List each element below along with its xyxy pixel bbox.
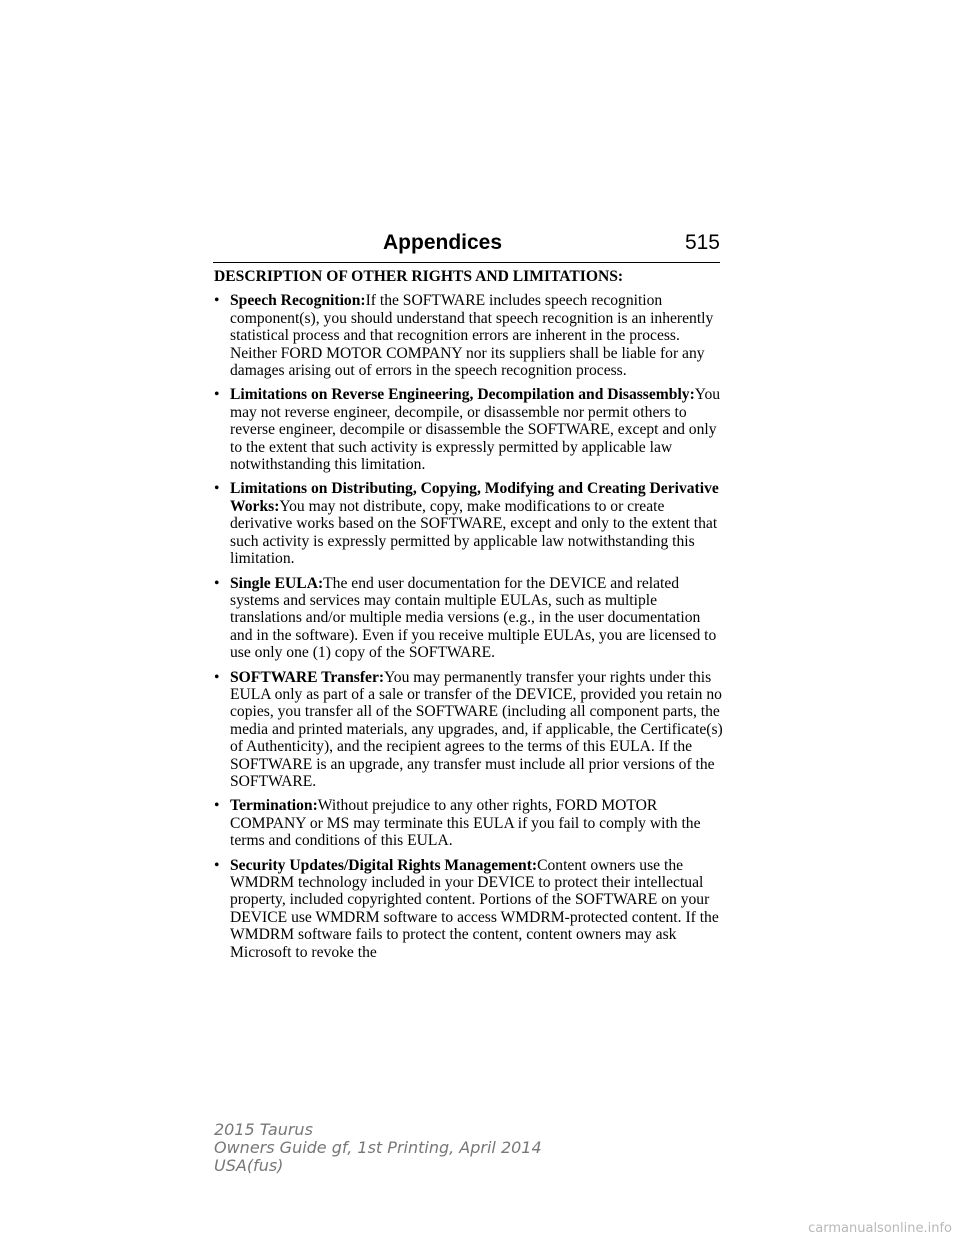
item-text: Content owners use the WMDRM technology included in your DEVICE to protect their intellectual property, included copyrighted content. Portions of the SOFTWARE on your DEVICE use WMDRM software to access WMDRM-protected content. If the WMDRM software fails to protect the content, content owners may ask Microsoft to revoke the: [230, 856, 719, 961]
footer-code: (fus): [246, 1156, 284, 1175]
page-footer: [214, 1121, 542, 1175]
list-item-security-updates: [214, 857, 724, 961]
item-text: If the SOFTWARE includes speech recognition component(s), you should understand that speech recognition is an inherently statistical process and that recognition errors are inherent in the process. Neither FORD MOTOR COMPANY nor its suppliers shall be liable for any damages arising out of errors in the speech recognition process.: [230, 292, 714, 380]
bullet-icon: •: [214, 386, 220, 404]
item-term: Termination:: [230, 797, 318, 815]
bullet-icon: •: [214, 574, 220, 592]
bullet-icon: •: [214, 480, 220, 498]
bullet-icon: •: [214, 856, 220, 874]
page-header: [213, 226, 720, 263]
item-term: SOFTWARE Transfer:: [230, 668, 385, 686]
bullet-icon: •: [214, 292, 220, 310]
item-term: Speech Recognition:: [230, 292, 366, 310]
page-number: 515: [684, 231, 720, 254]
item-term: Single EULA:: [230, 574, 324, 592]
item-text: You may permanently transfer your rights under this EULA only as part of a sale or transfer of the DEVICE, provided you retain no copies, you transfer all of the SOFTWARE (including all component parts, the media and printed materials, any upgrades, and, if applicable, the Certificate(s) of Authenticity), and the recipient agrees to the terms of this EULA. If the SOFTWARE is an upgrade, any transfer must include all prior versions of the SOFTWARE.: [230, 668, 723, 790]
list-item-reverse-engineering: [214, 386, 724, 473]
bullet-icon: •: [214, 668, 220, 686]
item-text: Without prejudice to any other rights, FORD MOTOR COMPANY or MS may terminate this EULA if you fail to comply with the terms and conditions of this EULA.: [230, 797, 701, 850]
footer-market: [214, 1157, 542, 1175]
item-term: Security Updates/Digital Rights Management:: [230, 856, 538, 874]
item-term: Limitations on Reverse Engineering, Decompilation and Disassembly:: [230, 386, 695, 404]
list-item-speech-recognition: [214, 292, 724, 379]
item-text: You may not distribute, copy, make modifications to or create derivative works based on the SOFTWARE, except and only to the extent that such activity is expressly permitted by applicable law notwithstanding this limitation.: [230, 497, 718, 568]
list-item-single-eula: [214, 575, 724, 662]
list-item-derivative-works: [214, 480, 724, 567]
footer-region: USA: [214, 1156, 247, 1175]
item-text: You may not reverse engineer, decompile, or disassemble nor permit others to reverse engineer, decompile or disassemble the SOFTWARE, except and only to the extent that such activity is expressly permitted by applicable law notwithstanding this limitation.: [230, 386, 721, 474]
item-text: The end user documentation for the DEVICE and related systems and services may contain multiple EULAs, such as multiple translations and/or multiple media versions (e.g., in the user documentation and in the software). Even if you receive multiple EULAs, you are licensed to use only one (1) copy of the SOFTWARE.: [230, 574, 717, 662]
list-item-termination: [214, 797, 724, 849]
bullet-icon: •: [214, 797, 220, 815]
section-heading: DESCRIPTION OF OTHER RIGHTS AND LIMITATIONS:: [214, 268, 624, 285]
item-term: Limitations on Distributing, Copying, Modifying and Creating Derivative Works:: [230, 480, 719, 515]
watermark: carmanualsonline.info: [808, 1221, 952, 1236]
list-item-software-transfer: [214, 669, 724, 791]
page-title: Appendices: [383, 231, 503, 254]
document-body: [214, 268, 724, 968]
footer-edition: Owners Guide gf, 1st Printing, April 2014: [214, 1138, 542, 1157]
footer-model: 2015 Taurus: [214, 1120, 313, 1139]
